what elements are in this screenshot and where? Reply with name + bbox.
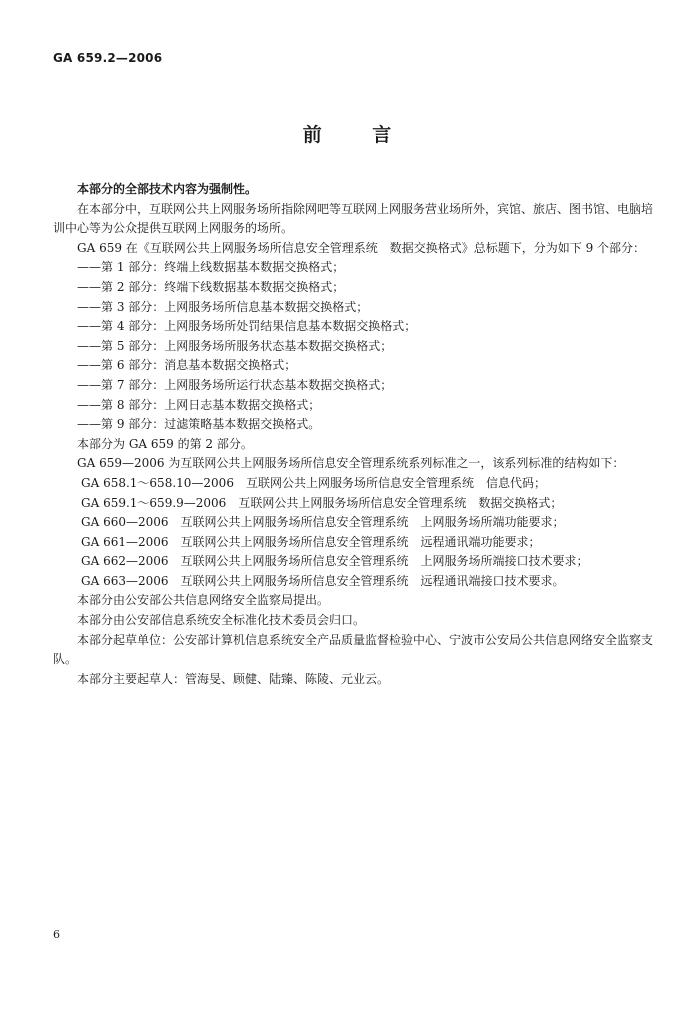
page-number: 6 — [53, 928, 60, 941]
list-item: ——第 3 部分：上网服务场所信息基本数据交换格式； — [77, 299, 369, 314]
list-item: GA 658.1～658.10—2006 互联网公共上网服务场所信息安全管理系统 信息代码； — [81, 475, 546, 490]
standards-list — [53, 474, 653, 592]
list-item: ——第 2 部分：终端下线数据基本数据交换格式； — [77, 279, 345, 294]
list-item: ——第 5 部分：上网服务场所服务状态基本数据交换格式； — [77, 338, 393, 353]
centralized-paragraph: 本部分由公安部信息系统安全标准化技术委员会归口。 — [77, 613, 366, 628]
list-item: GA 663—2006 互联网公共上网服务场所信息安全管理系统 远程通讯端接口技术要求。 — [81, 573, 565, 588]
list-item: ——第 1 部分：终端上线数据基本数据交换格式； — [77, 260, 345, 275]
drafting-units-paragraph: 本部分起草单位：公安部计算机信息系统安全产品质量监督检验中心、宁波市公安局公共信息网络安全监察支队。 — [53, 632, 654, 667]
proposed-paragraph: 本部分由公安部公共信息网络安全监察局提出。 — [77, 593, 330, 608]
standard-code: GA 659.2—2006 — [53, 51, 163, 65]
parts-list — [53, 258, 653, 434]
list-item: GA 659.1～659.9—2006 互联网公共上网服务场所信息安全管理系统 数据交换格式； — [81, 495, 563, 510]
scope-paragraph: 在本部分中，互联网公共上网服务场所指除网吧等互联网上网服务营业场所外，宾馆、旅店、图书馆、电脑培训中心等为公众提供互联网上网服务的场所。 — [53, 201, 654, 236]
series-paragraph: GA 659—2006 为互联网公共上网服务场所信息安全管理系统系列标准之一，该系列标准的结构如下： — [77, 456, 625, 471]
list-item: ——第 4 部分：上网服务场所处罚结果信息基本数据交换格式； — [77, 319, 417, 334]
list-item: GA 662—2006 互联网公共上网服务场所信息安全管理系统 上网服务场所端接口技术要求； — [81, 554, 589, 569]
mandatory-statement: 本部分的全部技术内容为强制性。 — [77, 182, 258, 196]
parts-intro-paragraph: GA 659 在《互联网公共上网服务场所信息安全管理系统 数据交换格式》总标题下，分为如下 9 个部分： — [77, 240, 646, 255]
list-item: GA 660—2006 互联网公共上网服务场所信息安全管理系统 上网服务场所端功能要求； — [81, 515, 565, 530]
this-part-paragraph: 本部分为 GA 659 的第 2 部分。 — [77, 436, 253, 451]
list-item: ——第 9 部分：过滤策略基本数据交换格式。 — [77, 417, 321, 432]
foreword-body — [53, 180, 653, 689]
list-item: ——第 7 部分：上网服务场所运行状态基本数据交换格式； — [77, 377, 393, 392]
page-title: 前 言 — [302, 124, 414, 146]
list-item: GA 661—2006 互联网公共上网服务场所信息安全管理系统 远程通讯端功能要求； — [81, 534, 541, 549]
list-item: ——第 8 部分：上网日志基本数据交换格式； — [77, 397, 321, 412]
drafters-paragraph: 本部分主要起草人：管海旻、顾健、陆臻、陈陵、元业云。 — [77, 671, 390, 686]
list-item: ——第 6 部分：消息基本数据交换格式； — [77, 358, 297, 373]
